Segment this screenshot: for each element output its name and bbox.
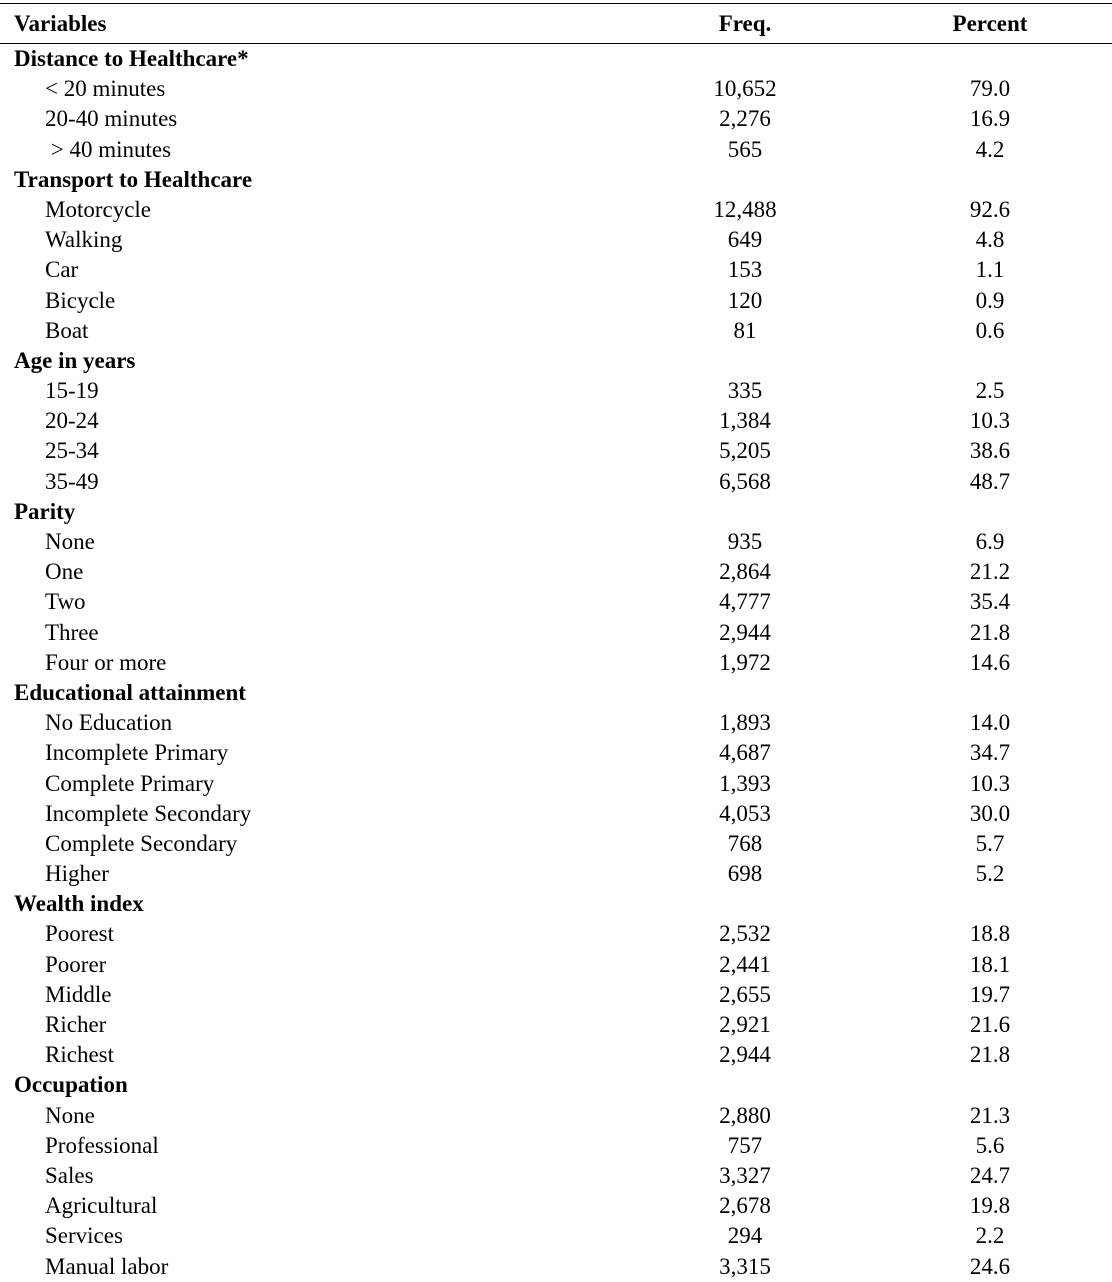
percent-cell: 19.7 (969, 981, 1011, 1007)
freq-cell: 81 (733, 317, 757, 343)
freq-cell: 757 (727, 1132, 763, 1158)
table-row (0, 135, 1112, 165)
row-label: Boat (45, 317, 89, 343)
freq-cell: 768 (727, 830, 763, 856)
row-label: Complete Primary (45, 770, 215, 796)
percent-cell: 0.6 (975, 317, 1005, 343)
table-row (0, 587, 1112, 617)
table-group-row (0, 497, 1112, 527)
table-row (0, 286, 1112, 316)
percent-cell: 21.6 (969, 1012, 1011, 1037)
freq-cell: 935 (727, 529, 763, 554)
percent-cell: 35.4 (969, 589, 1011, 615)
table-group-row (0, 44, 1112, 74)
row-label: Bicycle (45, 287, 116, 313)
table-header-row (0, 8, 1112, 40)
freq-cell: 2,864 (719, 559, 771, 585)
freq-cell: 4,777 (719, 589, 771, 615)
percent-cell: 18.8 (969, 921, 1011, 947)
percent-cell: 5.6 (975, 1132, 1005, 1158)
freq-cell: 6,568 (719, 468, 771, 494)
table-row (0, 1131, 1112, 1161)
row-label: > 40 minutes (45, 136, 172, 162)
percent-cell: 48.7 (969, 468, 1011, 494)
row-label: One (45, 559, 84, 585)
percent-cell: 19.8 (969, 1193, 1011, 1219)
row-label: Manual labor (45, 1253, 169, 1279)
table-row (0, 104, 1112, 134)
percent-cell: 18.1 (969, 951, 1011, 977)
table-row (0, 316, 1112, 346)
freq-cell: 2,944 (719, 1042, 771, 1068)
table-row (0, 648, 1112, 678)
table-row (0, 799, 1112, 829)
header-percent: Percent (952, 11, 1028, 36)
freq-cell: 2,678 (719, 1193, 771, 1219)
table-row (0, 829, 1112, 859)
table-row (0, 1161, 1112, 1191)
table-row (0, 225, 1112, 255)
freq-cell: 3,327 (719, 1162, 771, 1188)
percent-cell: 6.9 (975, 529, 1005, 554)
group-label: Educational attainment (14, 679, 246, 705)
row-label: Four or more (45, 649, 167, 675)
group-label: Wealth index (14, 891, 144, 917)
table-row (0, 255, 1112, 285)
table-row (0, 74, 1112, 104)
freq-cell: 153 (727, 257, 763, 283)
group-label: Parity (14, 498, 76, 524)
row-label: Services (45, 1223, 123, 1249)
freq-cell: 335 (727, 378, 763, 404)
percent-cell: 2.5 (975, 378, 1005, 404)
freq-cell: 294 (727, 1223, 763, 1249)
table-group-row (0, 1070, 1112, 1100)
percent-cell: 10.3 (969, 770, 1011, 796)
row-label: Professional (45, 1132, 159, 1158)
row-label: None (45, 529, 95, 554)
percent-cell: 14.6 (969, 649, 1011, 675)
freq-cell: 5,205 (719, 438, 771, 464)
row-label: Car (45, 257, 79, 283)
percent-cell: 92.6 (969, 196, 1011, 222)
table-row (0, 376, 1112, 406)
header-variables: Variables (14, 11, 107, 36)
freq-cell: 1,972 (719, 649, 771, 675)
row-label: Poorer (45, 951, 107, 977)
table-group-row (0, 889, 1112, 919)
percent-cell: 14.0 (969, 710, 1011, 736)
percent-cell: 10.3 (969, 408, 1011, 434)
percent-cell: 5.2 (975, 861, 1005, 887)
freq-cell: 10,652 (713, 76, 777, 102)
freq-cell: 2,944 (719, 619, 771, 645)
table-row (0, 195, 1112, 225)
row-label: Richest (45, 1042, 114, 1068)
percent-cell: 4.2 (975, 136, 1005, 162)
freq-cell: 4,687 (719, 740, 771, 766)
freq-cell: 2,276 (719, 106, 771, 132)
freq-cell: 2,532 (719, 921, 771, 947)
percent-cell: 16.9 (969, 106, 1011, 132)
table-top-rule (0, 3, 1112, 4)
row-label: No Education (45, 710, 173, 736)
table-group-row (0, 165, 1112, 195)
row-label: Two (45, 589, 86, 615)
table-row (0, 859, 1112, 889)
row-label: Complete Secondary (45, 830, 238, 856)
table-row (0, 1191, 1112, 1221)
table-row (0, 950, 1112, 980)
row-label: 35-49 (45, 468, 99, 494)
percent-cell: 1.1 (975, 257, 1005, 283)
freq-cell: 698 (727, 861, 763, 887)
row-label: 20-24 (45, 408, 99, 434)
table-row (0, 980, 1112, 1010)
percent-cell: 21.3 (969, 1102, 1011, 1128)
group-label: Distance to Healthcare* (14, 46, 249, 71)
table-row (0, 1252, 1112, 1282)
row-label: 20-40 minutes (45, 106, 178, 132)
freq-cell: 1,384 (719, 408, 771, 434)
group-label: Age in years (14, 347, 136, 373)
freq-cell: 1,893 (719, 710, 771, 736)
freq-cell: 12,488 (713, 196, 777, 222)
row-label: < 20 minutes (45, 76, 166, 102)
freq-cell: 2,655 (719, 981, 771, 1007)
freq-cell: 565 (727, 136, 763, 162)
freq-cell: 2,880 (719, 1102, 771, 1128)
percent-cell: 0.9 (975, 287, 1005, 313)
percent-cell: 4.8 (975, 227, 1005, 253)
row-label: Poorest (45, 921, 114, 947)
percent-cell: 21.2 (969, 559, 1011, 585)
row-label: Incomplete Secondary (45, 800, 252, 826)
row-label: Richer (45, 1012, 107, 1037)
table-body (0, 44, 1112, 1282)
table-row (0, 557, 1112, 587)
table-row (0, 1010, 1112, 1040)
table-row (0, 769, 1112, 799)
percent-cell: 21.8 (969, 1042, 1011, 1068)
freq-cell: 120 (727, 287, 763, 313)
table-row (0, 436, 1112, 466)
table-group-row (0, 346, 1112, 376)
percent-cell: 30.0 (969, 800, 1011, 826)
row-label: Middle (45, 981, 112, 1007)
percent-cell: 79.0 (969, 76, 1011, 102)
group-label: Transport to Healthcare (14, 166, 253, 192)
table-row (0, 467, 1112, 497)
percent-cell: 5.7 (975, 830, 1005, 856)
freq-cell: 1,393 (719, 770, 771, 796)
row-label: Agricultural (45, 1193, 158, 1219)
row-label: Incomplete Primary (45, 740, 229, 766)
row-label: 25-34 (45, 438, 99, 464)
percent-cell: 24.6 (969, 1253, 1011, 1279)
row-label: Higher (45, 861, 109, 887)
table-row (0, 406, 1112, 436)
row-label: Walking (45, 227, 123, 253)
freq-cell: 2,441 (719, 951, 771, 977)
table-row (0, 738, 1112, 768)
table-row (0, 618, 1112, 648)
table-row (0, 708, 1112, 738)
table-group-row (0, 678, 1112, 708)
table-row (0, 1221, 1112, 1251)
row-label: Sales (45, 1162, 94, 1188)
group-label: Occupation (14, 1072, 128, 1098)
row-label: Three (45, 619, 99, 645)
freq-cell: 2,921 (719, 1012, 771, 1037)
row-label: None (45, 1102, 95, 1128)
percent-cell: 24.7 (969, 1162, 1011, 1188)
row-label: 15-19 (45, 378, 99, 404)
freq-cell: 649 (727, 227, 763, 253)
table-row (0, 1040, 1112, 1070)
table-row (0, 1101, 1112, 1131)
freq-cell: 4,053 (719, 800, 771, 826)
header-freq: Freq. (718, 11, 772, 36)
percent-cell: 21.8 (969, 619, 1011, 645)
table-row (0, 527, 1112, 557)
row-label: Motorcycle (45, 196, 152, 222)
percent-cell: 34.7 (969, 740, 1011, 766)
table-row (0, 919, 1112, 949)
percent-cell: 2.2 (975, 1223, 1005, 1249)
freq-cell: 3,315 (719, 1253, 771, 1279)
percent-cell: 38.6 (969, 438, 1011, 464)
